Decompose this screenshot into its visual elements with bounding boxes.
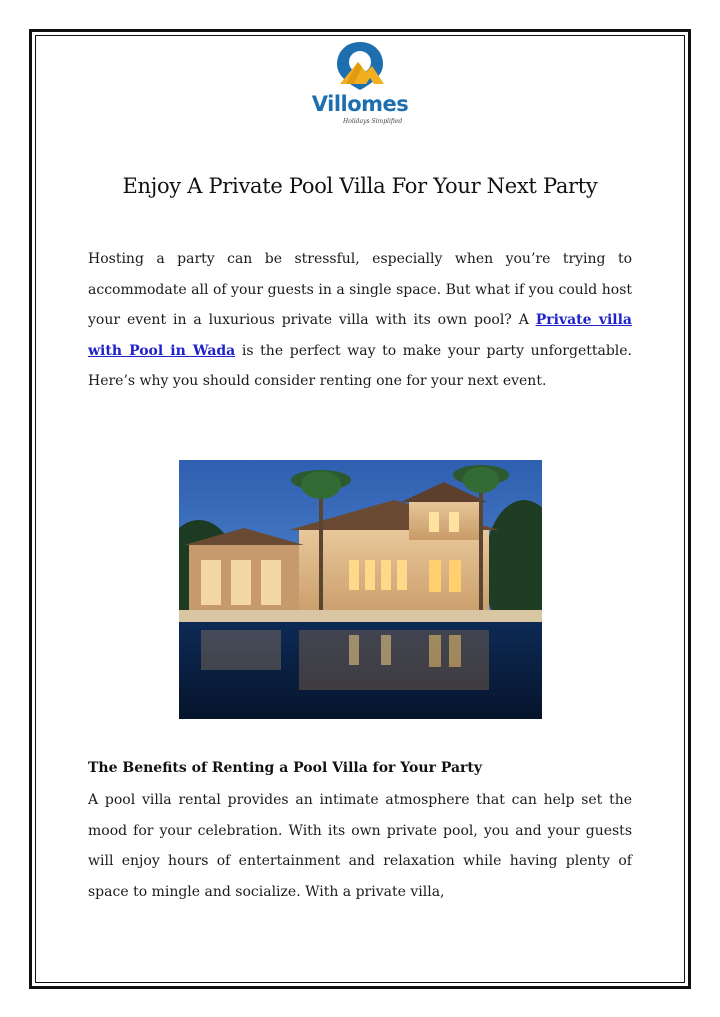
brand-tagline: Holidays Simplified — [343, 118, 403, 125]
brand-name: Villomes — [311, 92, 409, 116]
section-heading: The Benefits of Renting a Pool Villa for Your Party — [88, 760, 483, 776]
intro-text-before: Hosting a party can be stressful, especially when you’re trying to accommodate all of your guests in a single space. But what if you could host your event in a luxurious private villa with its own pool? A — [88, 251, 632, 328]
intro-text-after: is the perfect way to make your party unforgettable. Here’s why you should consider renting one for your next event. — [88, 342, 633, 389]
page-title: Enjoy A Private Pool Villa For Your Next Party — [122, 174, 598, 198]
brand-logo — [305, 40, 415, 130]
intro-paragraph — [88, 244, 632, 397]
location-pin-icon — [332, 40, 388, 92]
section-body: A pool villa rental provides an intimate atmosphere that can help set the mood for your celebration. With its own private pool, you and your guests will enjoy hours of entertainment and relaxation while having plenty of space to mingle and socialize. With a private villa, — [88, 792, 632, 900]
villa-link[interactable]: Private villa with Pool in Wada — [88, 312, 633, 359]
villa-pool-photo — [179, 460, 542, 719]
villa-illustration — [179, 460, 542, 719]
